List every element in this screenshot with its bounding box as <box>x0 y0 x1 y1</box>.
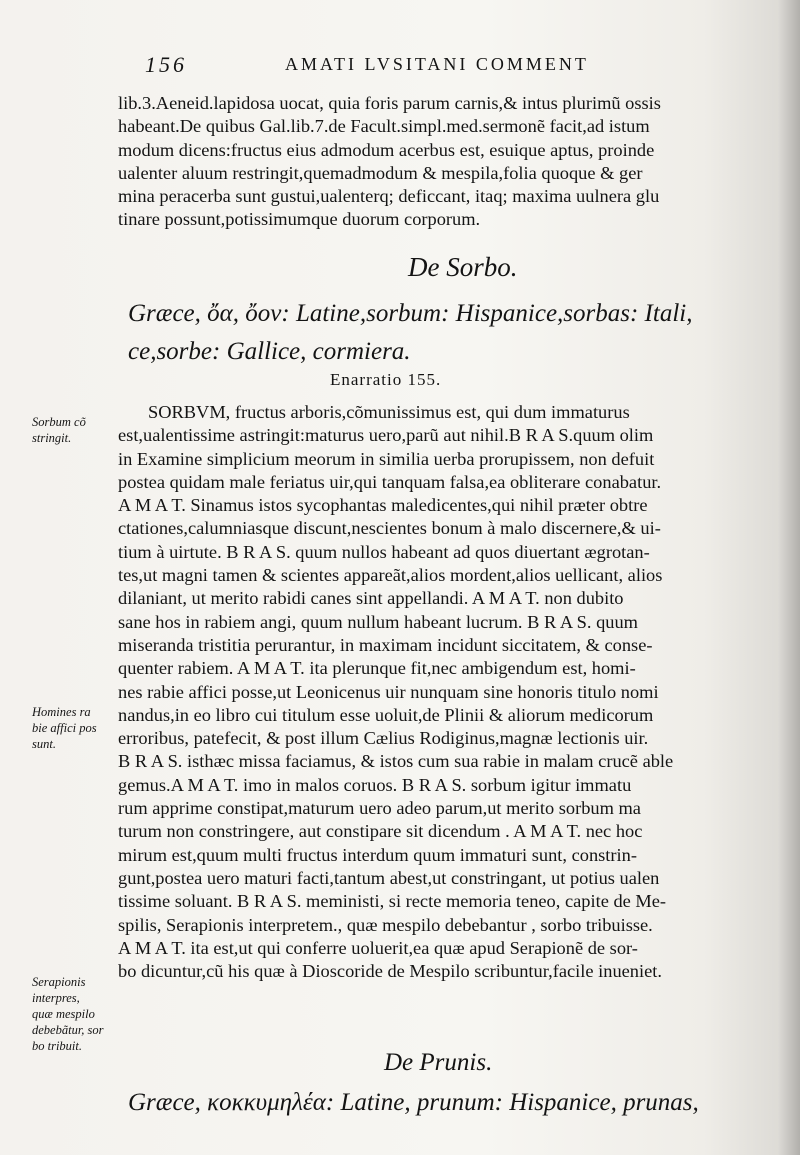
text-line: mina peracerba sunt gustui,ualenterq; deficcant, itaq; maxima uulnera glu <box>118 186 660 207</box>
text-line: spilis, Serapionis interpretem., quæ mespilo debebantur , sorbo tribuisse. <box>118 914 653 935</box>
text-line: ctationes,calumniasque discunt,nescientes bonum à malo discernere,& ui- <box>118 518 661 539</box>
text-line: dilaniant, ut merito rabidi canes sint appellandi. A M A T. non dubito <box>118 588 624 609</box>
enarratio-label: Enarratio 155. <box>330 370 442 389</box>
marginal-line: interpres, <box>32 991 80 1005</box>
text-line: miseranda tristitia perurantur, in maximam incidunt siccitatem, & conse- <box>118 634 653 655</box>
text-line: B R A S. isthæc missa faciamus, & istos cum sua rabie in malam crucẽ able <box>118 751 674 772</box>
page-edge-shadow <box>778 0 800 1155</box>
page-number: 156 <box>145 52 187 77</box>
text-line: nes rabie affici posse,ut Leonicenus uir nunquam sine honoris titulo nomi <box>118 681 659 702</box>
text-line: turum non constringere, aut constipare sit dicendum . A M A T. nec hoc <box>118 821 643 842</box>
text-line: sane hos in rabiem angi, quum nullum habeant lucrum. B R A S. quum <box>118 611 638 632</box>
text-line: SORBVM, fructus arboris,cõmunissimus est, qui dum immaturus <box>148 402 630 422</box>
text-line: tes,ut magni tamen & scientes appareãt,alios mordent,alios uellicant, alios <box>118 565 663 586</box>
sorbo-names-line-2: ce,sorbe: Gallice, cormiera. <box>128 338 411 365</box>
section-title-prunis: De Prunis. <box>384 1049 493 1076</box>
text-line: in Examine simplicium meorum in similia uerba prorupissem, non defuit <box>118 448 655 469</box>
text-line: tissime soluant. B R A S. meministi, si recte memoria teneo, capite de Me- <box>118 891 667 912</box>
running-head: AMATI LVSITANI COMMENT <box>285 54 589 74</box>
prunis-names-line: Græce, κοκκυμηλέα: Latine, prunum: Hispanice, prunas, <box>128 1089 699 1116</box>
text-line: erroribus, patefecit, & post illum Cælius Rodiginus,magnæ lectionis uir. <box>118 728 649 749</box>
sorbo-paragraph <box>118 401 768 983</box>
section-title-sorbo: De Sorbo. <box>408 252 518 282</box>
text-line: tium à uirtute. B R A S. quum nullos habeant ad quos diuertant ægrotan- <box>118 541 650 562</box>
marginal-line: Homines ra <box>32 705 91 719</box>
text-line: habeant.De quibus Gal.lib.7.de Facult.simpl.med.sermonẽ facit,ad istum <box>118 116 650 137</box>
text-line: bo dicuntur,cũ his quæ à Dioscoride de Mespilo scribuntur,facile inueniet. <box>118 961 662 982</box>
marginal-note-serapionis <box>32 974 116 1054</box>
text-line: postea quidam male feriatus uir,qui tanquam falsa,ea obliterare conabatur. <box>118 471 662 492</box>
marginal-line: Serapionis <box>32 975 86 989</box>
text-line: rum apprime constipat,maturum uero adeo parum,ut merito sorbum ma <box>118 798 641 819</box>
text-line: mirum est,quum multi fructus interdum quum immaturi sunt, constrin- <box>118 844 637 865</box>
marginal-line: quæ mespilo <box>32 1007 95 1021</box>
marginal-line: Sorbum cõ <box>32 415 86 429</box>
marginal-line: stringit. <box>32 431 72 445</box>
sorbo-names-line-1: Græce, ὄα, ὄον: Latine,sorbum: Hispanice,sorbas: Itali, <box>128 300 693 327</box>
marginal-line: sunt. <box>32 737 56 751</box>
marginal-line: bie affici pos <box>32 721 97 735</box>
text-line: est,ualentissime astringit:maturus uero,parũ aut nihil.B R A S.quum olim <box>118 425 654 446</box>
marginal-line: bo tribuit. <box>32 1039 83 1053</box>
marginal-line: debebãtur, sor <box>32 1023 104 1037</box>
text-line: gunt,postea uero maturi facti,tantum abest,ut constringant, ut potius ualen <box>118 867 660 888</box>
text-line: A M A T. ita est,ut qui conferre uoluerit,ea quæ apud Serapionẽ de sor- <box>118 937 638 958</box>
text-line: lib.3.Aeneid.lapidosa uocat, quia foris parum carnis,& intus plurimũ ossis <box>118 93 661 113</box>
text-line: ualenter aluum restringit,quemadmodum & mespila,folia quoque & ger <box>118 162 643 183</box>
marginal-note-homines <box>32 704 116 752</box>
text-line: A M A T. Sinamus istos sycophantas maledicentes,qui nihil præter obtre <box>118 495 648 516</box>
text-line: quenter rabiem. A M A T. ita plerunque fit,nec ambigendum est, homi- <box>118 658 636 679</box>
marginal-note-sorbum <box>32 414 116 446</box>
page-header <box>145 50 635 78</box>
text-line: nandus,in eo libro cui titulum esse uoluit,de Plinii & aliorum medicorum <box>118 704 654 725</box>
text-line: tinare possunt,potissimumque duorum corporum. <box>118 209 481 230</box>
text-line: gemus.A M A T. imo in malos coruos. B R A S. sorbum igitur immatu <box>118 774 632 795</box>
top-paragraph <box>118 92 768 232</box>
text-line: modum dicens:fructus eius admodum acerbus est, esuique aptus, proinde <box>118 139 655 160</box>
